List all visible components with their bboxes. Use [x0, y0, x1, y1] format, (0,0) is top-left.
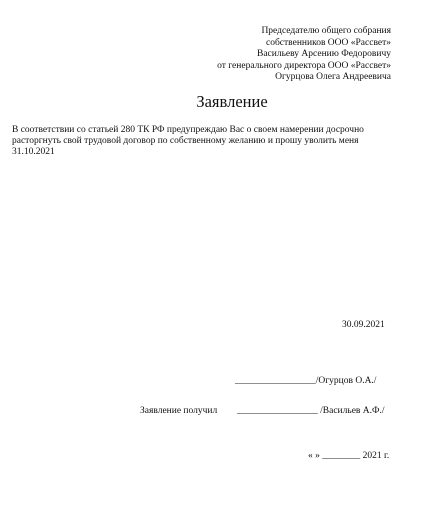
body-line-3: 31.10.2021: [12, 147, 55, 158]
body-text: [12, 125, 392, 159]
body-line-2: расторгнуть свой трудовой договор по собственному желанию и прошу уволить меня: [12, 136, 359, 147]
body-line-1: В соответствии со статьей 280 ТК РФ предупреждаю Вас о своем намерении досрочно: [12, 125, 364, 135]
addressee-line-2: собственников ООО «Рассвет»: [266, 37, 391, 48]
applicant-signature: _________________/Огурцов О.А./: [235, 376, 377, 386]
document-title: Заявление: [196, 92, 268, 111]
addressee-line-4: от генерального директора ООО «Рассвет»: [217, 60, 391, 71]
addressee-line-5: Огурцова Олега Андреевича: [275, 72, 391, 83]
application-date: 30.09.2021: [342, 320, 385, 330]
addressee-block: [217, 26, 391, 84]
receiver-signature: _________________ /Васильев А.Ф./: [237, 406, 385, 416]
receipt-date: « » ________ 2021 г.: [308, 451, 390, 461]
addressee-line-3: Васильеву Арсению Федоровичу: [256, 49, 391, 60]
addressee-line-1: Председателю общего собрания: [261, 26, 391, 36]
receipt-label: Заявление получил: [140, 406, 218, 416]
